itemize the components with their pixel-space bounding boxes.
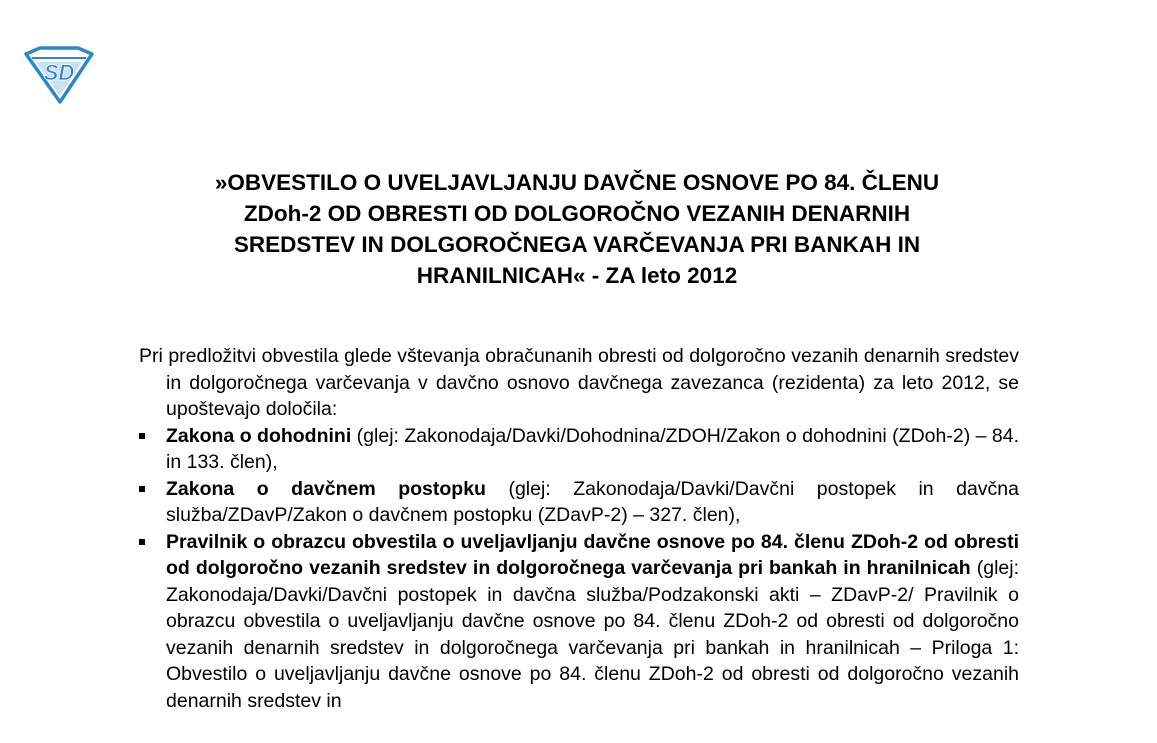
law-reference: (glej: Zakonodaja/Davki/Davčni postopek in davčna služba/ZDavP/Zakon o davčnem postopku (ZDavP-2) – 327. člen), [166,477,1019,526]
intro-paragraph: Pri predložitvi obvestila glede vštevanja obračunanih obresti od dolgoročno vezanih denarnih sredstev in dolgoročnega varčevanja v davčno osnovo davčnega zavezanca (rezidenta) za leto 2012, se upoštevajo določila: [139,345,1019,420]
document-title [137,167,1017,291]
title-line-3: SREDSTEV IN DOLGOROČNEGA VARČEVANJA PRI BANKAH IN [233,232,921,257]
title-line-2: ZDoh-2 OD OBRESTI OD DOLGOROČNO VEZANIH DENARNIH [243,201,911,226]
sd-shield-logo-icon [22,46,96,104]
square-bullet-icon [139,539,145,545]
title-line-1: »OBVESTILO O UVELJAVLJANJU DAVČNE OSNOVE PO 84. ČLENU [214,170,940,195]
svg-text:SD: SD [43,60,75,85]
law-name: Pravilnik o obrazcu obvestila o uveljavljanju davčne osnove po 84. členu ZDoh-2 od obresti od dolgoročno vezanih sredstev in dolgoročnega varčevanja pri bankah in hranilnicah [166,530,1019,579]
legal-basis-list [139,423,1019,715]
title-line-4: HRANILNICAH« - ZA leto 2012 [416,263,738,288]
square-bullet-icon [139,433,145,439]
law-reference: (glej: Zakonodaja/Davki/Davčni postopek in davčna služba/Podzakonski akti – ZDavP-2/ Pravilnik o obrazcu obvestila o uveljavljanju davčne osnove po 84. členu ZDoh-2 od obresti od dolgoročno vezanih denarnih sredstev in dolgoročnega varčevanja pri bankah in hranilnicah – Priloga 1: Obvestilo o uveljavljanju davčne osnove po 84. členu ZDoh-2 od obresti od dolgoročno vezanih denarnih sredstev in [166,557,1019,712]
law-reference: (glej: Zakonodaja/Davki/Dohodnina/ZDOH/Zakon o dohodnini (ZDoh-2) – 84. in 133. člen), [166,424,1019,473]
list-item [139,529,1019,715]
list-item [139,476,1019,529]
law-name: Zakona o dohodnini [166,424,352,447]
square-bullet-icon [139,486,145,492]
list-item [139,423,1019,476]
document-body [139,343,1019,714]
law-name: Zakona o davčnem postopku [166,477,486,500]
